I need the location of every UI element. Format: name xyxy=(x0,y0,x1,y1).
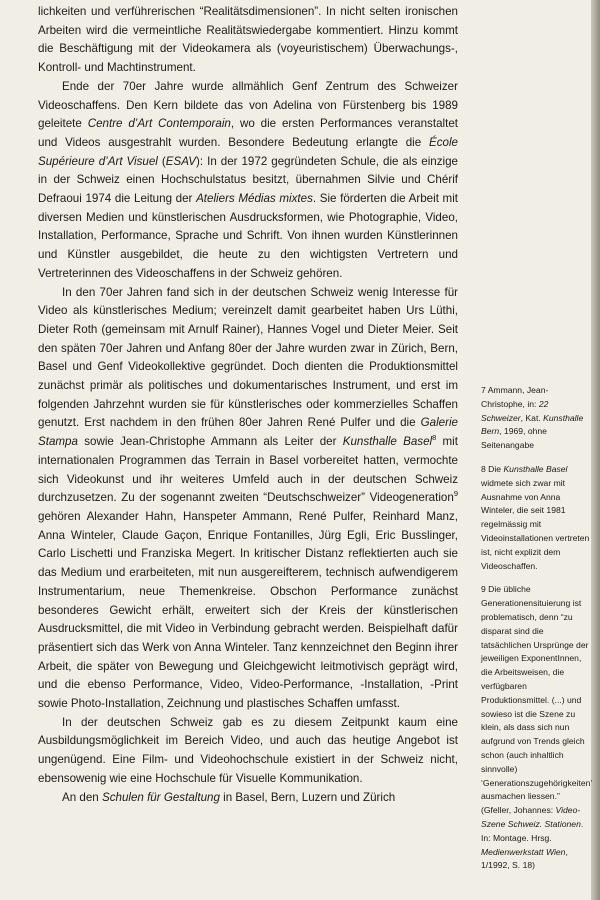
paragraph-2: Ende der 70er Jahre wurde allmählich Genf Zentrum des Schweizer Videoschaffens. Den Kern bildete das von Adelina von Fürstenberg bis 1989 geleitete Centre d’Art Contemporain, wo die ersten Performances veranstaltet und Videos ausgestrahlt wurden. Besondere Bedeutung erlangte die École Supérieure d’Art Visuel (ESAV): In der 1972 gegründeten Schule, die als einzige in der Schweiz einen Hochschulstatus besitzt, übernahmen Silvie und Chérif Defraoui 1974 die Leitung der Ateliers Médias mixtes. Sie förderten die Arbeit mit diversen Medien und künstlerischen Ausdrucksformen, wie Photographie, Video, Installation, Performance, Sprache und Schrift. Von ihnen wurden Künstlerinnen und Künstler ausgebildet, die heute zu den wichtigsten Vertretern und Vertreterinnen des Videoschaffens in der Schweiz gehören. xyxy=(38,79,459,280)
paragraph-5: An den Schulen für Gestaltung in Basel, Bern, Luzern und Zürich xyxy=(62,790,396,804)
emphasis-centre-art-contemporain: Centre d’Art Contemporain xyxy=(87,117,231,131)
paragraph-1: lichkeiten und verführerischen “Realitätsdimensionen”. In nicht selten ironischen Arbeiten wird die vermeintliche Realitätswiedergabe kommentiert. Hinzu kommt die Beschäftigung mit der Videokamera als (voyeuristischem) Überwachungs-, Kontroll- und Machtinstrument. xyxy=(38,5,458,75)
footnote-7: 7 Ammann, Jean-Christophe, in: 22 Schweizer, Kat. Kunsthalle Bern, 1969, ohne Seitenangabe xyxy=(481,385,584,451)
footnote-ref-8: 8 xyxy=(432,433,437,443)
emphasis-esav-full: École Supérieure d’Art Visuel xyxy=(38,135,458,168)
emphasis-kunsthalle-basel: Kunsthalle Basel xyxy=(342,435,433,449)
footnote-ref-9: 9 xyxy=(453,489,458,499)
main-text-column xyxy=(38,3,458,807)
footnote-9: 9 Die übliche Generationensituierung ist problematisch, denn “zu disparat sind die tatsächlichen Ursprünge der jeweiligen ExponentInnen, die Arbeitsweisen, die verfügbaren Produktionsmittel. (...) und sowieso ist die Szene zu klein, als dass sich nun aufgrund von Trends gleich schon (auch inhaltlich sinnvolle) ‘Generationszugehörigkeiten’ ausmachen liessen.” (Gfeller, Johannes: Video-Szene Schweiz. Stationen. In: Montage. Hrsg. Medienwerkstatt Wien, 1/1992, S. 18) xyxy=(481,584,592,871)
emphasis-esav: ESAV xyxy=(165,154,197,168)
paragraph-3: In den 70er Jahren fand sich in der deutschen Schweiz wenig Interesse für Video als künstlerisches Medium; vereinzelt damit gearbeitet haben Urs Lüthi, Dieter Roth (gemeinsam mit Arnulf Rainer), Hannes Vogel und Dieter Meier. Seit den späten 70er Jahren und Anfang 80er der Jahre wurden zwar in Zürich, Bern, Basel und Genf Videokollektive gegründet. Doch dienten die Produktionsmittel zunächst primär als politisches und dokumentarisches Instrument, und erst im folgenden Jahrzehnt wurden sie für künstlerisches oder kommerzielles Schaffen genutzt. Erst nachdem in den frühen 80er Jahren René Pulfer und die Galerie Stampa sowie Jean-Christophe Ammann als Leiter der Kunsthalle Basel$^8$ mit internationalen Programmen das Terrain in Basel vorbereitet hatten, vermochte sich Videokunst und ihr weiteres Umfeld auch in der deutschen Schweiz durchzusetzen. Zu der sogenannt zweiten “Deutschschweizer” Videogeneration$^9$ gehören Alexander Hahn, Hanspeter Ammann, René Pulfer, Reinhard Manz, Anna Winteler, Claude Gaçon, Enrique Fontanilles, Jürg Egli, Eric Busslinger, Carlo Lischetti und Franziska Megert. In kritischer Distanz reflektierten auch sie das Medium und erarbeiteten, mit nun ausgereifterem, technisch aufwendigerem Instrumentarium, neue Themenkreise. Obschon Performance zunächst besonderes Gewicht erhält, erweitert sich der Kreis der künstlerischen Ausdrucksmittel, die mit Video in Verbindung gebracht werden. Beispielhaft dafür präsentiert sich das Werk von Anna Winteler. Tanz kennzeichnet den Beginn ihrer Arbeit, die später von Bewegung und Gleichgewicht leitmotivisch geprägt wird, und die ebenso Performance, Video, Video-Performance, -Installation, -Print sowie Photo-Installation, Zeichnung und plastisches Schaffen umfasst. xyxy=(38,285,458,711)
sidenotes-column xyxy=(481,384,591,883)
emphasis-ateliers-medias-mixtes: Ateliers Médias mixtes xyxy=(196,192,313,206)
paragraph-4: In der deutschen Schweiz gab es zu diesem Zeitpunkt kaum eine Ausbildungsmöglichkeit im Bereich Video, und auch das heutige Angebot ist ungenügend. Eine Film- und Videohochschule existiert in der Schweiz nicht, ebensowenig wie eine Hochschule für Visuelle Kommunikation. xyxy=(38,715,458,785)
footnote-8: 8 Die Kunsthalle Basel widmete sich zwar mit Ausnahme von Anna Winteler, die seit 1981 regelmässig mit Videoinstallationen vertreten ist, nicht explizit dem Videoschaffen. xyxy=(481,463,590,571)
emphasis-schulen-fuer-gestaltung: Schulen für Gestaltung xyxy=(101,790,220,804)
emphasis-galerie-stampa: Galerie Stampa xyxy=(38,416,458,449)
page-edge xyxy=(591,0,600,900)
